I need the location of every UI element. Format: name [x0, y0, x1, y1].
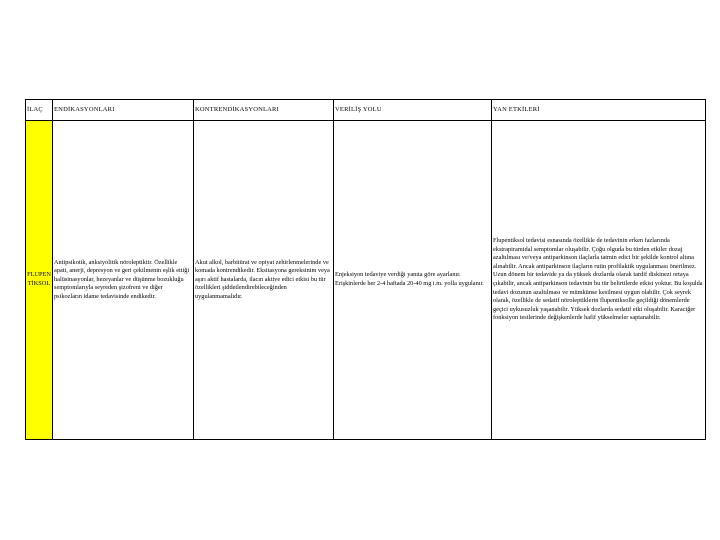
kontrendikasyonlari-text: Akut alkol, barbitürat ve opiyat zehirlenmelerinde ve komada kontrendikedir. Eksitasyona gereksinim veya aşırı aktif hastalarda, ilacın aktive edici etkisi bu tür özellikleri şiddetlendirebileceğinden uygulanmamalıdır. [195, 258, 330, 300]
drug-info-table [25, 99, 706, 440]
yan-etkileri-cell [492, 121, 706, 440]
table-row [26, 121, 706, 440]
drug-name: FLUPENTİKSOL [27, 271, 51, 287]
kontrendikasyonlari-cell [194, 121, 334, 440]
yan-etkileri-text: Flupentiksol tedavisi esnasında özellikle de tedavinin erken fazlarında ekstrapiramidal semptomlar oluşabilir. Çoğu olguda bu türden etkiler dozaj azaltılması ve/veya antiparkinson ilaçlarla tatmin edici bir şekilde kontrol altına alınabilir. Ancak antiparkinson ilaçların rutin profilaktik uygulanması önerilmez. Uzun dönem bir tedavide ya da yüksek dozlarda olarak tardif diskinezi ortaya çıkabilir, ancak antiparkinson tedavinin bu tür belirtilerde etkisi yoktur. Bu koşulda tedavi dozunun azaltılması ve mümkünse kesilmesi uygun olabilir. Çok seyrek olarak, özellikle de sedatif nöroleptiklerin flupentiksolle geçildiği dönemlerde geçici uykusuzluk yaşanabilir. Yüksek dozlarda sedatif etki oluşabilir. Karaciğer fonksiyon testlerinde değişkenlerde hafif yükselmeler saptanabilir. [493, 237, 703, 322]
table-header-row [26, 100, 706, 121]
header-yan-etkileri: YAN ETKİLERİ [492, 100, 706, 121]
verilis-yolu-text: Enjeksiyon tedaviye verdiği yanıta göre ayarlanır. Erişkinlerde her 2-4 haftada 20-40 mg i.m. yolla uygulanır. [335, 271, 484, 287]
endikasyonlari-cell [53, 121, 194, 440]
verilis-yolu-cell [334, 121, 492, 440]
header-verilis-yolu: VERİLİŞ YOLU [334, 100, 492, 121]
header-kontrendikasyonlari: KONTRENDİKASYONLARI [194, 100, 334, 121]
header-endikasyonlari: ENDİKASYONLARI [53, 100, 194, 121]
endikasyonlari-text: Antipsikotik, anksiyolitik nöroleptiktir. Özellikle apati, anerji, depresyon ve geri çekilmenin eşlik ettiği halüsinasyonlar, hezeyanlar ve düşünme bozukluğu semptomlarıyla seyreden şizofreni ve diğer psikozların idame tedavisinde endikedir. [54, 258, 190, 300]
header-ilac: İLAÇ [26, 100, 53, 121]
drug-name-cell [26, 121, 53, 440]
